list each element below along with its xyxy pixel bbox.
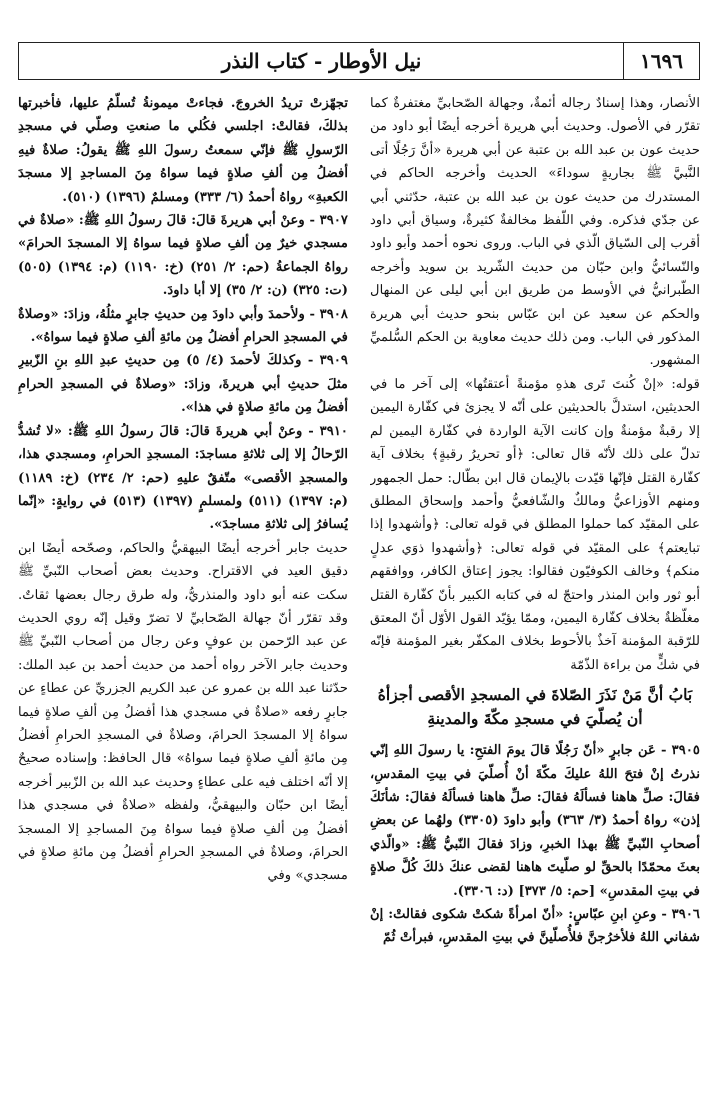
left-column — [18, 92, 348, 1092]
running-title: نيل الأوطار - كتاب النذر — [221, 49, 422, 73]
text-columns — [18, 92, 700, 1092]
hadith-3906: ٣٩٠٦ - وعنِ ابنِ عبّاسٍ: «أنّ امرأةً شكتْ شكوى فقالتْ: إنْ شفاني اللهُ فلأخرُجنَّ فلأُصلّينَّ في بيتِ المقدسِ، فبرأتْ ثُمّ — [370, 907, 700, 946]
hadith-3908: ٣٩٠٨ - ولأحمدَ وأبي داودَ مِن حديثِ جابرٍ مثلُهُ، وزادَ: «وصلاةٌ في المسجدِ الحرامِ أفضلُ مِن مائةِ ألفِ صلاةٍ فيما سواهُ». — [18, 306, 348, 346]
hadith-3910: ٣٩١٠ - وعنْ أبي هريرةَ قالَ: قالَ رسولُ اللهِ ﷺ: «لا تُشدُّ الرّحالُ إلا إلى ثلاثةِ مساجدَ: المسجدِ الحرامِ، ومسجدي هذا، والمسجدِ الأقصى» متّفقٌ عليهِ (حم: ٢/ ٢٣٤) (خ: ١١٨٩) (م: ١٣٩٧) (٥١١) ولمسلمٍ (١٣٩٧) (٥١٣) في روايةٍ: «إنّما يُسافرُ إلى ثلاثةِ مساجدَ». — [18, 423, 348, 533]
page-number: ١٦٩٦ — [623, 43, 699, 79]
chapter-heading: بَابُ أنَّ مَنْ نَذَرَ الصّلاةَ في المسجدِ الأقصى أجزأهُ أن يُصلّيَ في مسجدِ مكّةَ والمدينةِ — [377, 685, 693, 729]
right-column — [370, 92, 700, 1092]
hadith-3905: ٣٩٠٥ - عَن جابرٍ «أنّ رَجُلًا قالَ يومَ الفتحِ: يا رسولَ اللهِ إنّي نذرتُ إنْ فتحَ اللهُ عليكَ مكّةَ أنْ أُصلّيَ في بيتِ المقدسِ، فقالَ: صلِّ هاهنا فسألَهُ فقالَ: صلِّ هاهنا فسألَهُ فقالَ: شأنَكَ إذن» رواهُ أحمدُ (٣/ ٣٦٣) وأبو داودَ (٣٣٠٥) ولهُما عن بعضِ أصحابِ النّبيِّ ﷺ بهذا الخبرِ، وزادَ فقالَ النّبيُّ ﷺ: «والّذي بعثَ محمّدًا بالحقِّ لو صلّيتَ هاهنا لقضى عنكَ ذلكَ كُلَّ صلاةٍ في بيتِ المقدسِ» [حم: ٥/ ٣٧٣] (د: ٣٣٠٦). — [370, 743, 700, 899]
hadith-3906-continued: تجهّزتْ تريدُ الخروجَ. فجاءتْ ميمونةُ تُسلّمُ عليها، فأخبرتها بذلكَ، فقالتْ: اجلسي فكُلي ما صنعتِ وصلّي في مسجدِ الرّسولِ ﷺ فإنّي سمعتُ رسولَ اللهِ ﷺ يقولُ: صلاةٌ فيهِ أفضلُ مِن ألفِ صلاةٍ فيما سواهُ مِنَ المساجدِ إلا مسجدَ الكعبةِ» رواهُ أحمدُ (٦/ ٣٣٣) ومسلمٌ (١٣٩٦) (٥١٠). — [18, 96, 348, 205]
hadith-3909: ٣٩٠٩ - وكذلكَ لأحمدَ (٤/ ٥) مِن حديثِ عبدِ اللهِ بنِ الزّبيرِ مثلَ حديثِ أبي هريرةَ، وزادَ: «وصلاةٌ في المسجدِ الحرامِ أفضلُ مِن مائةِ صلاةٍ في هذا». — [18, 353, 348, 416]
commentary-paragraph: قوله: «إنْ كُنتَ تَرى هذهِ مؤمنةً أعتقتُها» إلى آخر ما في الحديثين، استدلَّ بالحديثين على أنّه لا يجزئ في كفّارة اليمين إلا رقبةٌ مؤمنةٌ وإن كانت الآية الواردة في كفّارة اليمين لم تدلّ على ذلك لأنّه قال تعالى: ﴿أو تحريرُ رقبةٍ﴾ بخلاف آية كفّارة القتل فإنّها قيّدت بالإيمان قال ابن بطّال: حمل الجمهور ومنهم الأوزاعيُّ ومالكٌ والشّافعيُّ وأحمد وإسحاق المطلق على المقيّد كما حملوا المطلق في قوله تعالى: ﴿وأشهدوا إذا تبايعتم﴾ على المقيّد في قوله تعالى: ﴿وأشهدوا ذوَي عدلٍ منكم﴾ وخالف الكوفيّون فقالوا: يجوز إعتاق الكافر، ووافقهم أبو ثور وابن المنذر واحتجّ له في كتابه الكبير بأنّ كفّارة القتل مغلّظةٌ بخلاف كفّارة اليمين، وممّا يؤيّد القول الأوّل أنّ المعتق للرّقبة المؤمنة آخذٌ بالأحوط بخلاف المكفّر بغير المؤمنة فإنّه في شكٍّ من براءة الذّمّة — [370, 376, 700, 673]
commentary-paragraph: حديث جابر أخرجه أيضًا البيهقيُّ والحاكم، وصحّحه أيضًا ابن دقيق العيد في الاقتراح. وحديث بعض أصحاب النّبيِّ ﷺ سكت عنه أبو داود والمنذريُّ، وله طرق رجال بعضها ثقاتٌ. وقد تقرّر أنّ جهالة الصّحابيِّ لا تضرّ وقيل إنّه روي الحديث عن عبد الرّحمن بن عوفٍ وعن رجال من أصحاب النّبيِّ ﷺ وحديث جابر الآخر رواه أحمد من حديث أحمد بن عبد الملك: حدّثنا عبد الله بن عمرو عن عبد الكريم الجزريِّ عن عطاءٍ عن جابرٍ رفعه «صلاةٌ في مسجدي هذا أفضلُ مِن ألفِ صلاةٍ فيما سواهُ إلا المسجدَ الحرامَ، وصلاةٌ في المسجدِ الحرامِ أفضلُ مِن مائةِ ألفِ صلاةٍ فيما سواهُ» قال الحافظ: وإسناده صحيحٌ إلا أنّه اختلف فيه على عطاءٍ وحديث عبد الله بن الزّبير أخرجه أيضًا ابن حبّان والبيهقيُّ، ولفظه «صلاةٌ في مسجدي هذا أفضلُ مِن ألفِ صلاةٍ فيما سواهُ مِنَ المساجدِ إلا المسجدَ الحرامَ، وصلاةٌ في المسجدِ الحرامِ أفضلُ مِن مائةِ صلاةٍ في مسجدي» وفي — [18, 540, 348, 884]
hadith-3907: ٣٩٠٧ - وعنْ أبي هريرةَ قالَ: قالَ رسولُ اللهِ ﷺ: «صلاةٌ في مسجدي خيرٌ مِن ألفِ صلاةٍ فيما سواهُ إلا المسجدَ الحرامَ» رواهُ الجماعةُ (حم: ٢/ ٢٥١) (خ: ١١٩٠) (م: ١٣٩٤) (٥٠٥) (ت: ٣٢٥) (ن: ٢/ ٣٥) إلا أبا داودَ. — [18, 213, 348, 299]
page-header — [18, 42, 700, 80]
commentary-paragraph: الأنصار، وهذا إسنادٌ رجاله أئمةٌ، وجهالة الصّحابيِّ مغتفرةٌ كما تقرّر في الأصول. وحديث أبي هريرة أخرجه أيضًا أبو داود من حديث عون بن عبد الله بن عتبة عن أبي هريرة «أنَّ رَجُلًا أتى النَّبيَّ ﷺ بجاريةٍ سوداءَ» الحديث وأخرجه الحاكم في المستدرك من حديث عون بن عبد الله بن عتبة، حدّثني أبي عن جدّي فذكره. وفي اللّفظ مخالفةٌ كثيرةٌ، وسياق أبي داود أقرب إلى السّياق الّذي في الباب. وروى نحوه أحمد وأبو داود والنّسائيُّ وابن حبّان من حديث الشّريد بن سويد وأخرجه الطّبرانيُّ في الأوسط من طريق ابن أبي ليلى عن المنهال والحكم عن سعيد عن ابن عبّاس بنحو حديث أبي هريرة المذكور في الباب. ومن ذلك حديث معاوية بن الحكم السُّلميِّ المشهور. — [370, 96, 700, 369]
book-page — [18, 22, 700, 1097]
